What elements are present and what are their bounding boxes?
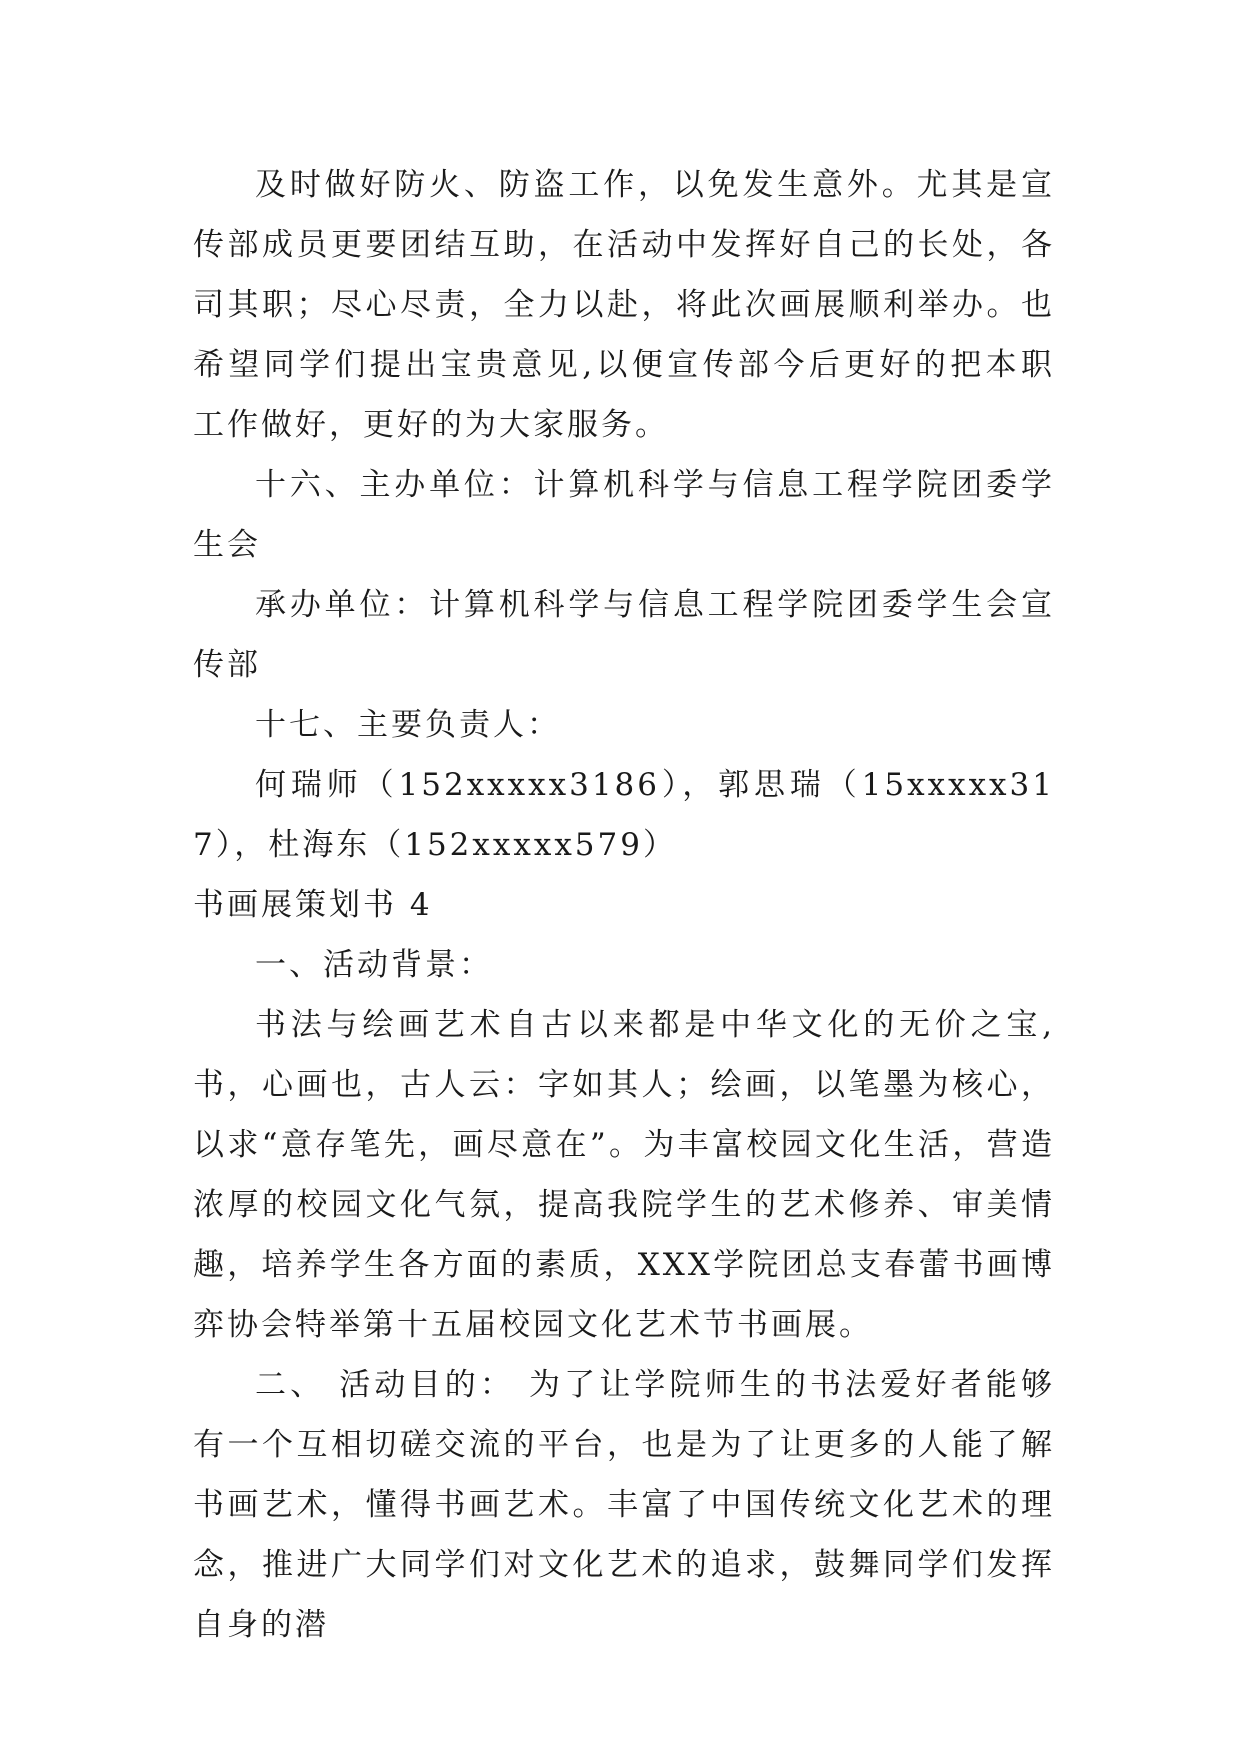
paragraph-background-heading: 一、活动背景： [255, 947, 493, 983]
document-body [193, 155, 1055, 1655]
paragraph-co-organizer: 承办单位：计算机科学与信息工程学院团委学生会宣传部 [193, 587, 1055, 683]
section-title: 书画展策划书 4 [193, 887, 433, 923]
paragraph-leaders-heading: 十七、主要负责人： [255, 707, 561, 743]
paragraph-leaders-contacts: 何瑞师（152xxxxx3186），郭思瑞（15xxxxx317），杜海东（152xxxxx579） [193, 767, 1055, 863]
paragraph-organizer: 十六、主办单位：计算机科学与信息工程学院团委学生会 [193, 467, 1055, 563]
paragraph-safety-notice: 及时做好防火、防盗工作，以免发生意外。尤其是宣传部成员更要团结互助，在活动中发挥好自己的长处，各司其职；尽心尽责，全力以赴，将此次画展顺利举办。也希望同学们提出宝贵意见,以便宣传部今后更好的把本职工作做好，更好的为大家服务。 [193, 167, 1055, 443]
paragraph-purpose: 二、 活动目的： 为了让学院师生的书法爱好者能够有一个互相切磋交流的平台，也是为了让更多的人能了解书画艺术，懂得书画艺术。丰富了中国传统文化艺术的理念，推进广大同学们对文化艺术的追求，鼓舞同学们发挥自身的潜 [193, 1367, 1055, 1643]
paragraph-background-body: 书法与绘画艺术自古以来都是中华文化的无价之宝,书，心画也，古人云：字如其人；绘画，以笔墨为核心，以求“意存笔先，画尽意在”。为丰富校园文化生活，营造浓厚的校园文化气氛，提高我院学生的艺术修养、审美情趣，培养学生各方面的素质，XXX学院团总支春蕾书画博弈协会特举第十五届校园文化艺术节书画展。 [193, 1007, 1055, 1343]
